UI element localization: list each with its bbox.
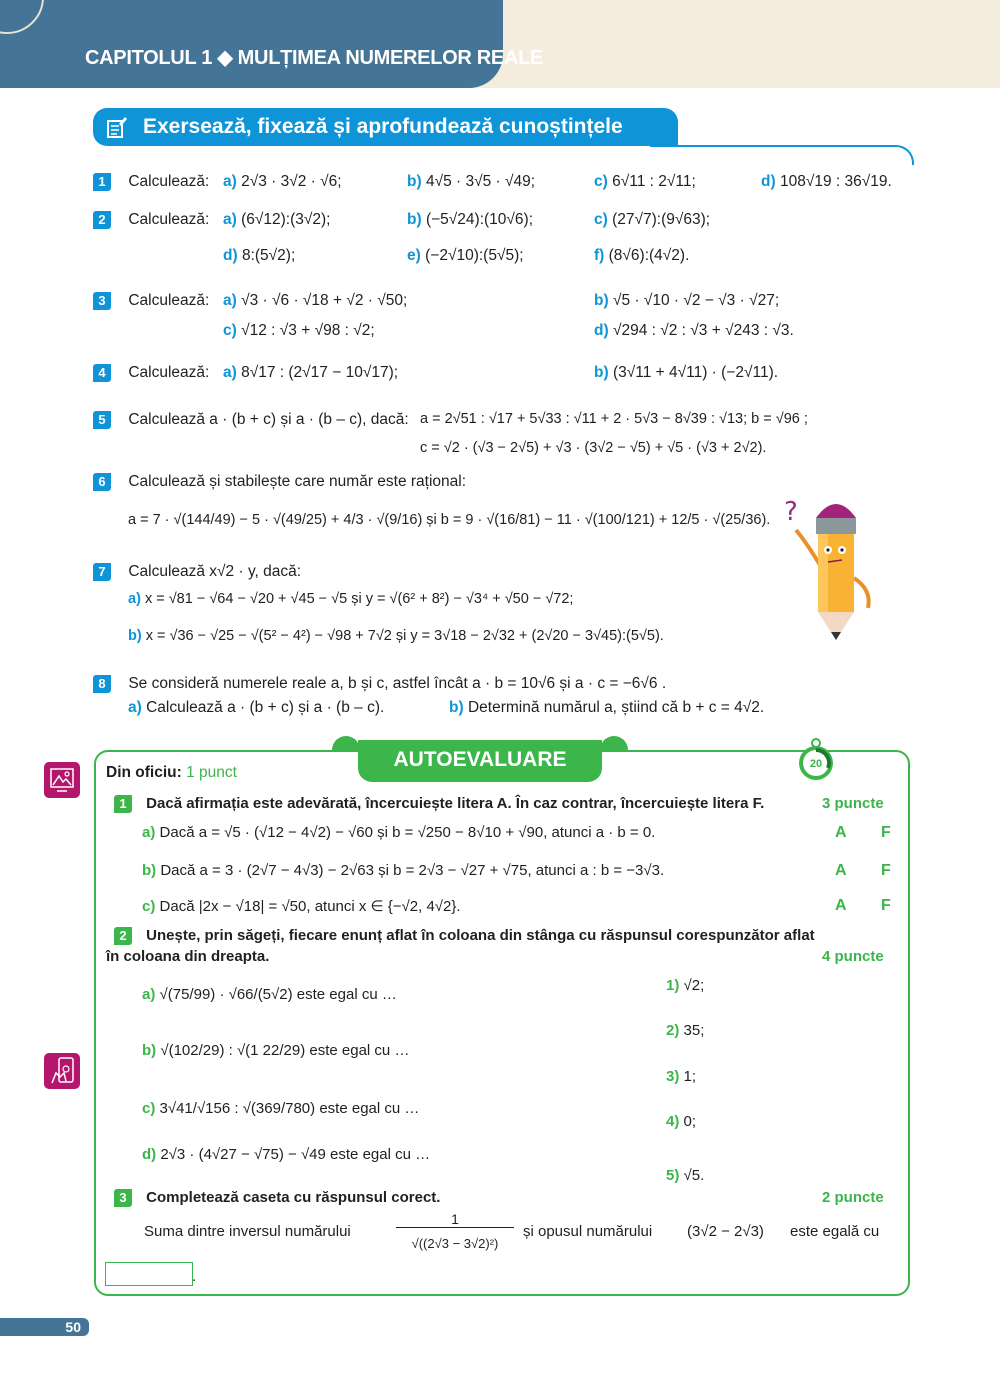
item-label: 3) [666, 1068, 680, 1085]
item-label: a) [223, 292, 237, 309]
expression: 4√5 · 3√5 · √49; [425, 173, 536, 190]
exercise-1-a [223, 173, 342, 191]
expression: Calculează a · (b + c) și a · (b – c). [146, 699, 385, 716]
question-text: Dacă afirmația este adevărată, încercuiește litera A. În caz contrar, încercuiește litera F. [146, 795, 765, 812]
item-label: c) [594, 173, 608, 190]
exercise-number: 5 [93, 411, 111, 429]
exercise-number: 2 [93, 211, 111, 229]
question-number: 1 [114, 795, 132, 813]
item-label: a) [128, 699, 142, 716]
exercise-label: Calculează: [128, 364, 210, 381]
exercise-label: Calculează: [128, 292, 210, 309]
section-divider [650, 145, 914, 165]
self-assessment-title: AUTOEVALUARE [393, 748, 567, 771]
item-label: c) [223, 322, 237, 339]
exercise-8 [93, 675, 666, 693]
q3-body-3: este egală cu [790, 1223, 880, 1240]
exercise-label: Calculează a · (b + c) și a · (b – c), dacă: [128, 411, 409, 428]
answer-value: 0; [683, 1113, 697, 1130]
exercise-3 [93, 292, 209, 310]
expression: √5 · √10 · √2 − √3 · √27; [612, 292, 780, 309]
choice-c-true[interactable]: A [835, 897, 847, 914]
din-oficiu [106, 764, 237, 782]
choice-b-false[interactable]: F [881, 862, 891, 879]
expression: (8√6):(4√2). [608, 247, 690, 264]
tail-text: este egal cu … [319, 1100, 420, 1117]
notepad-pencil-icon [107, 116, 127, 138]
expression: 2√3 · 3√2 · √6; [241, 173, 342, 190]
q2-right-1[interactable] [666, 977, 704, 994]
question-text-cont: în coloana din dreapta. [106, 948, 270, 965]
q3-body-2: și opusul numărului [523, 1223, 653, 1240]
exercise-number: 4 [93, 364, 111, 382]
choice-b-true[interactable]: A [835, 862, 847, 879]
item-label: e) [407, 247, 421, 264]
chapter-banner [0, 0, 544, 88]
item-label: b) [407, 173, 422, 190]
exercise-6-line1: a = 7 · √(144/49) − 5 · √(49/25) + 4/3 · √(9/16) și b = 9 · √(16/81) − 11 · √(100/121) + 12/5 · √(25/36). [128, 512, 771, 528]
q3-fraction-denominator: √((2√3 − 3√2)²) [411, 1236, 499, 1251]
exercise-3-b [594, 292, 779, 310]
expression: 8√17 : (2√17 − 10√17); [241, 364, 399, 381]
pencil-mascot-illustration [782, 490, 892, 650]
section-title: Exersează, fixează și aprofundează cunoștințele [143, 115, 623, 138]
question-1-points: 3 puncte [822, 795, 884, 812]
tail-text: este egal cu … [330, 1146, 431, 1163]
question-text: Unește, prin săgeți, fiecare enunț aflat în coloana din stânga cu răspunsul corespunzător aflat [146, 927, 815, 944]
item-label: 2) [666, 1022, 680, 1039]
exercise-8-b [449, 699, 764, 717]
expression: (6√12):(3√2); [241, 211, 331, 228]
expression: x = √36 − √25 − √(5² − 4²) − √98 + 7√2 și y = 3√18 − 2√32 + (2√20 − 3√45):(5√5). [145, 628, 664, 644]
exercise-number: 7 [93, 563, 111, 581]
expression: √12 : √3 + √98 : √2; [241, 322, 375, 339]
exercise-4 [93, 364, 209, 382]
answer-value: 1; [683, 1068, 697, 1085]
q3-fraction-numerator: 1 [396, 1211, 514, 1228]
tail-text: este egal cu … [309, 1042, 410, 1059]
answer-input-box[interactable] [105, 1262, 193, 1286]
item-label: d) [594, 322, 609, 339]
item-label: b) [594, 364, 609, 381]
item-label: c) [142, 898, 156, 915]
expression: 108√19 : 36√19. [779, 173, 892, 190]
item-label: d) [142, 1146, 157, 1163]
expression: x = √81 − √64 − √20 + √45 − √5 și y = √(6² + 8²) − √3⁴ + √50 − √72; [144, 591, 574, 607]
question-text: Completează caseta cu răspunsul corect. [146, 1189, 441, 1206]
question-2 [114, 927, 815, 945]
question-number: 2 [114, 927, 132, 945]
item-label: b) [128, 628, 142, 644]
exercise-3-a [223, 292, 407, 310]
expression: (−5√24):(10√6); [425, 211, 533, 228]
answer-value: √2; [683, 977, 705, 994]
item-label: c) [142, 1100, 156, 1117]
exercise-1-b [407, 173, 535, 191]
item-label: a) [223, 173, 237, 190]
exercise-8-a [128, 699, 384, 717]
page-number-tab [0, 1318, 89, 1336]
expression: 3√41/√156 : √(369/780) [159, 1100, 316, 1117]
q2-right-5[interactable] [666, 1167, 704, 1184]
statement: Dacă |2x − √18| = √50, atunci x ∈ {−√2, 4√2}. [159, 898, 461, 915]
q1-statement-b [142, 862, 664, 879]
exercise-2-a [223, 211, 330, 229]
din-oficiu-label: Din oficiu: [106, 764, 182, 781]
item-label: b) [449, 699, 464, 716]
q2-left-c[interactable] [142, 1100, 419, 1117]
statement: Dacă a = √5 · (√12 − 4√2) − √60 și b = √250 − 8√10 + √90, atunci a · b = 0. [159, 824, 656, 841]
item-label: f) [594, 247, 605, 264]
statement: Dacă a = 3 · (2√7 − 4√3) − 2√63 și b = 2√3 − √27 + √75, atunci a : b = −3√3. [160, 862, 665, 879]
expression: √294 : √2 : √3 + √243 : √3. [612, 322, 794, 339]
q2-right-3[interactable] [666, 1068, 696, 1085]
q2-left-d[interactable] [142, 1146, 430, 1163]
svg-text:?: ? [784, 497, 798, 527]
choice-c-false[interactable]: F [881, 897, 891, 914]
din-oficiu-value: 1 punct [186, 764, 237, 781]
q3-expression: (3√2 − 2√3) [687, 1223, 764, 1240]
page-number: 50 [65, 1319, 81, 1335]
q2-left-a[interactable] [142, 986, 397, 1003]
exercise-number: 1 [93, 173, 111, 191]
section-header [93, 108, 678, 146]
exercise-3-d [594, 322, 794, 340]
expression: (−2√10):(5√5); [425, 247, 524, 264]
expression: 6√11 : 2√11; [612, 173, 696, 190]
question-1 [114, 795, 764, 813]
item-label: b) [594, 292, 609, 309]
exercise-2-c [594, 211, 710, 229]
q1-statement-c [142, 897, 461, 915]
image-gallery-icon[interactable] [44, 762, 80, 798]
expression: 2√3 · (4√27 − √75) − √49 [160, 1146, 326, 1163]
exercise-1-d [761, 173, 892, 191]
expression: √3 · √6 · √18 + √2 · √50; [241, 292, 408, 309]
stopwatch-icon [795, 738, 837, 782]
item-label: a) [223, 211, 237, 228]
question-2-points: 4 puncte [822, 948, 884, 965]
question-3 [114, 1189, 440, 1207]
exercise-number: 8 [93, 675, 111, 693]
exercise-2-e [407, 247, 524, 265]
exercise-3-c [223, 322, 375, 340]
item-label: b) [142, 1042, 157, 1059]
exercise-label: Calculează: [128, 173, 210, 190]
exercise-label: Calculează și stabilește care număr este rațional: [128, 473, 467, 490]
choice-a-false[interactable]: F [881, 824, 891, 841]
item-label: d) [761, 173, 776, 190]
exercise-2-d [223, 247, 295, 265]
answer-value: 35; [683, 1022, 705, 1039]
expression: Determină numărul a, știind că b + c = 4√2. [467, 699, 765, 716]
exercise-label: Calculează x√2 · y, dacă: [128, 563, 302, 580]
item-label: 5) [666, 1167, 680, 1184]
question-3-points: 2 puncte [822, 1189, 884, 1206]
item-label: a) [142, 824, 156, 841]
q3-body-1: Suma dintre inversul numărului [144, 1223, 351, 1240]
chapter-title: CAPITOLUL 1 ◆ MULȚIMEA NUMERELOR REALE [85, 47, 544, 69]
exercise-6 [93, 473, 466, 491]
expression: 8:(5√2); [241, 247, 296, 264]
exercise-5 [93, 411, 409, 429]
exercise-1-c [594, 173, 696, 191]
question-number: 3 [114, 1189, 132, 1207]
exercise-number: 3 [93, 292, 111, 310]
q2-left-b[interactable] [142, 1042, 409, 1059]
q2-right-4[interactable] [666, 1113, 696, 1130]
exercise-1 [93, 173, 209, 191]
tail-text: este egal cu … [296, 986, 397, 1003]
exercise-label: Calculează: [128, 211, 210, 228]
item-label: a) [142, 986, 156, 1003]
choice-a-true[interactable]: A [835, 824, 847, 841]
exercise-5-line1: a = 2√51 : √17 + 5√33 : √11 + 2 · 5√3 − 8√39 : √13; b = √96 ; [420, 411, 808, 427]
exercise-7-b [128, 628, 664, 644]
q3-end: . [192, 1268, 197, 1285]
exercise-7 [93, 563, 301, 581]
item-label: 4) [666, 1113, 680, 1130]
touch-interactive-icon[interactable] [44, 1053, 80, 1089]
item-label: 1) [666, 977, 680, 994]
expression: √(75/99) · √66/(5√2) [159, 986, 293, 1003]
exercise-4-b [594, 364, 778, 382]
self-assessment-header [358, 740, 602, 782]
expression: √(102/29) : √(1 22/29) [160, 1042, 306, 1059]
item-label: d) [223, 247, 238, 264]
exercise-label: Se consideră numerele reale a, b și c, astfel încât a · b = 10√6 și a · c = −6√6 . [128, 675, 667, 692]
exercise-7-a [128, 591, 573, 607]
exercise-4-a [223, 364, 398, 382]
item-label: a) [128, 591, 141, 607]
expression: (3√11 + 4√11) · (−2√11). [612, 364, 779, 381]
timer-minutes: 20 [809, 758, 823, 770]
item-label: b) [142, 862, 157, 879]
exercise-2-f [594, 247, 689, 265]
expression: (27√7):(9√63); [612, 211, 711, 228]
exercise-number: 6 [93, 473, 111, 491]
item-label: a) [223, 364, 237, 381]
item-label: c) [594, 211, 608, 228]
q2-right-2[interactable] [666, 1022, 704, 1039]
q1-statement-a [142, 824, 655, 841]
answer-value: √5. [683, 1167, 705, 1184]
exercise-2 [93, 211, 209, 229]
exercise-2-b [407, 211, 533, 229]
item-label: b) [407, 211, 422, 228]
exercise-5-line2: c = √2 · (√3 − 2√5) + √3 · (3√2 − √5) + √5 · (√3 + 2√2). [420, 440, 767, 456]
